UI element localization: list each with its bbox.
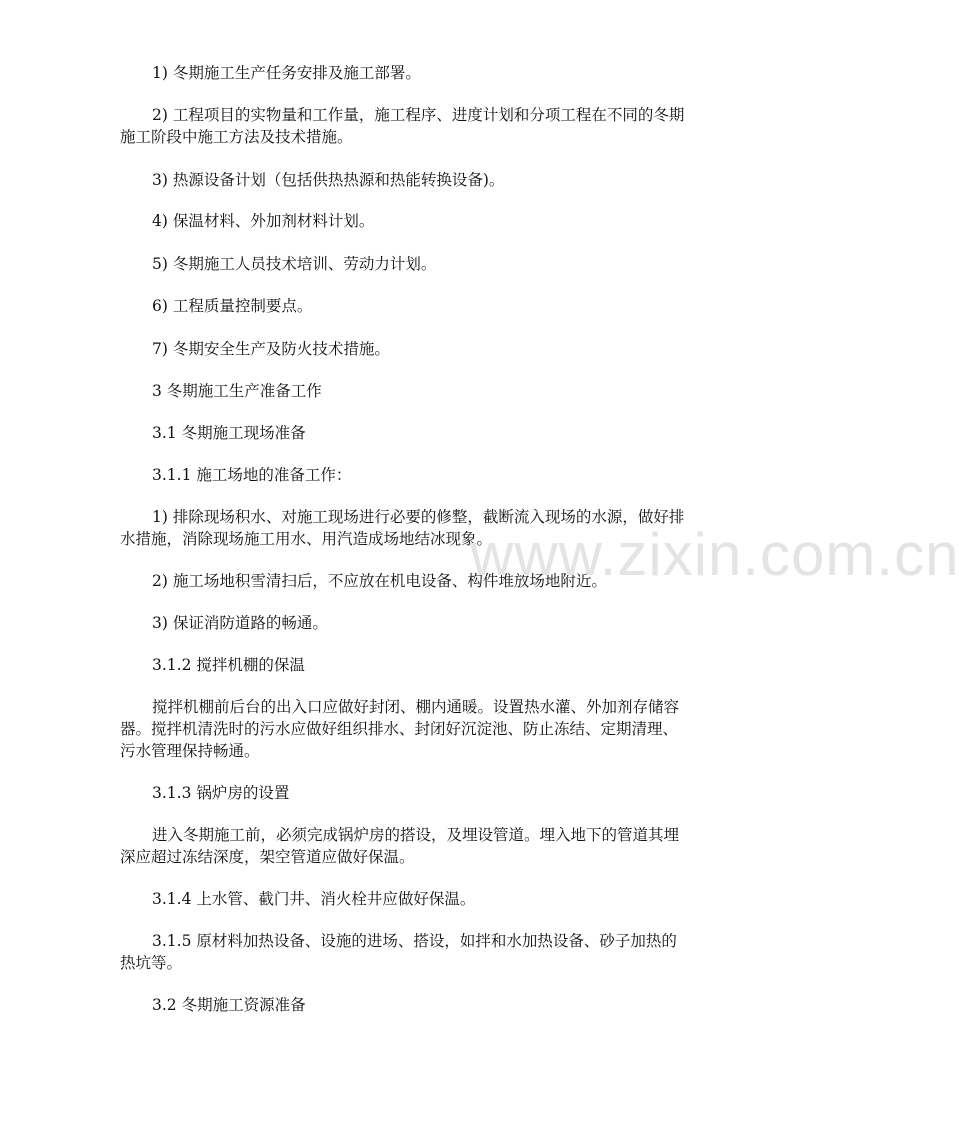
paragraph: 2) 工程项目的实物量和工作量，施工程序、进度计划和分项工程在不同的冬期施工阶段中施工方法及技术措施。	[120, 106, 685, 146]
section-heading: 3.1 冬期施工现场准备	[152, 424, 306, 442]
section-heading: 3 冬期施工生产准备工作	[152, 382, 322, 400]
paragraph: 3) 热源设备计划（包括供热热源和热能转换设备)。	[152, 171, 505, 189]
paragraph: 1) 排除现场积水、对施工现场进行必要的修整，截断流入现场的水源，做好排水措施，消除现场施工用水、用汽造成场地结冰现象。	[120, 508, 685, 548]
section-heading: 3.1.4 上水管、截门井、消火栓井应做好保温。	[152, 890, 476, 908]
section-heading: 3.1.3 锅炉房的设置	[152, 784, 290, 802]
paragraph: 3.1.5 原材料加热设备、设施的进场、搭设，如拌和水加热设备、砂子加热的热坑等。	[120, 932, 677, 972]
section-heading: 3.2 冬期施工资源准备	[152, 996, 306, 1014]
section-heading: 3.1.2 搅拌机棚的保温	[152, 656, 305, 674]
paragraph: 3) 保证消防道路的畅通。	[152, 614, 328, 632]
paragraph: 7) 冬期安全生产及防火技术措施。	[152, 340, 390, 358]
paragraph: 4) 保温材料、外加剂材料计划。	[152, 212, 375, 230]
watermark-text: www.zixin.com.cn	[470, 521, 959, 588]
paragraph: 1) 冬期施工生产任务安排及施工部署。	[152, 64, 421, 82]
paragraph: 2) 施工场地积雪清扫后，不应放在机电设备、构件堆放场地附近。	[152, 572, 607, 590]
paragraph: 6) 工程质量控制要点。	[152, 297, 313, 315]
paragraph: 进入冬期施工前，必须完成锅炉房的搭设，及埋设管道。埋入地下的管道其埋深应超过冻结深度，架空管道应做好保温。	[120, 826, 680, 866]
paragraph: 5) 冬期施工人员技术培训、劳动力计划。	[152, 255, 437, 273]
section-heading: 3.1.1 施工场地的准备工作：	[152, 466, 352, 484]
paragraph: 搅拌机棚前后台的出入口应做好封闭、棚内通暖。设置热水灌、外加剂存储容器。搅拌机清洗时的污水应做好组织排水、封闭好沉淀池、防止冻结、定期清理、污水管理保持畅通。	[120, 698, 680, 760]
